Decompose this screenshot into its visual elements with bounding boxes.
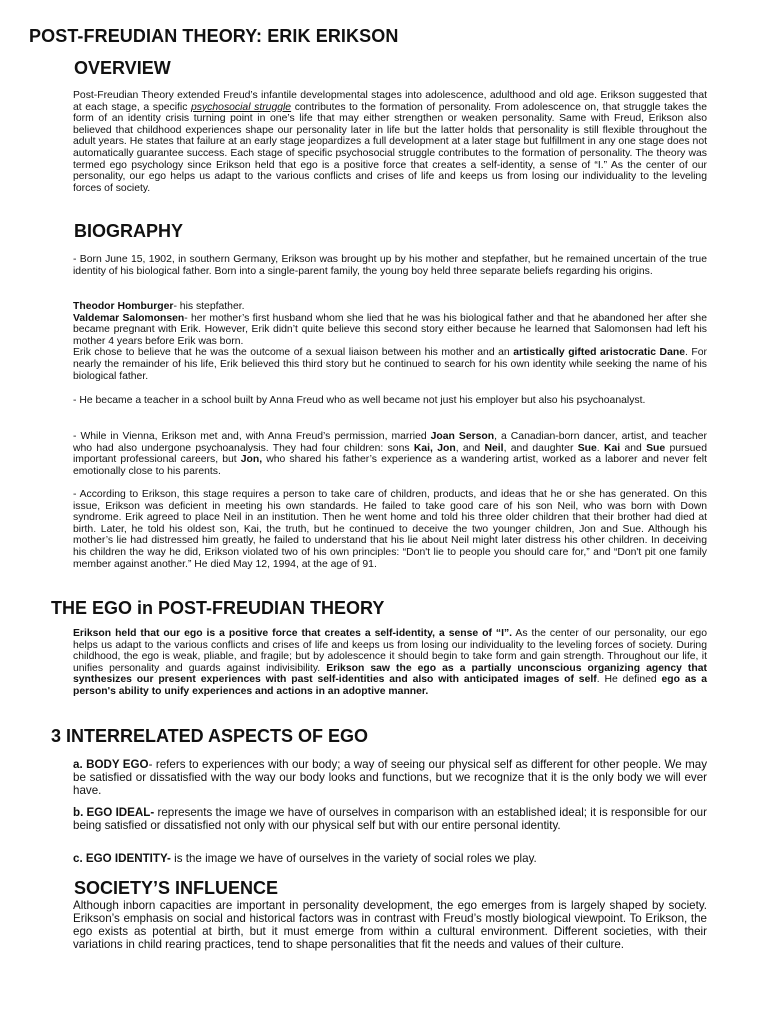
document-title: POST-FREUDIAN THEORY: ERIK ERIKSON (29, 26, 399, 46)
kai-jon: Kai, Jon (413, 442, 456, 454)
marriage-text-8: who shared his father’s experience as a wandering artist, worked as a laborer and never felt emotionally close to his parents. (73, 454, 707, 477)
body-ego-text: - refers to experiences with our body; a way of seeing our physical self as different for other people. We may be satisfied or dissatisfied with the way our body looks and functions, but we recognize that it is the only body we will ever have. (73, 758, 707, 797)
biography-paragraph-3 (73, 395, 707, 407)
jon: Jon, (240, 454, 263, 466)
psychosocial-struggle-link[interactable]: psychosocial struggle (191, 101, 292, 113)
ego-paragraph (73, 628, 707, 698)
third-story-text-2: . For nearly the remainder of his life, Erik believed this third story but he continued to search for his own identity while seeking the name of his biological father. (73, 347, 707, 382)
society-paragraph (73, 899, 707, 951)
first-husband-name: Valdemar Salomonsen (73, 312, 185, 324)
body-ego-label: a. BODY EGO (73, 758, 149, 771)
overview-heading: OVERVIEW (74, 58, 171, 78)
biography-paragraph-2 (73, 301, 707, 382)
ego-identity-label: c. EGO IDENTITY- (73, 852, 171, 865)
marriage-text-3: , and (455, 442, 485, 454)
stepfather-name: Theodor Homburger (73, 301, 174, 312)
ego-ideal-label: b. EGO IDEAL- (73, 806, 155, 819)
ego-bold-1: Erikson held that our ego is a positive force that creates a self-identity, a sense of “I”. (73, 628, 513, 639)
overview-text-1: Post-Freudian Theory extended Freud’s infantile developmental stages into adolescence, adulthood and old age. Erikson suggested that at each stage, a specific (73, 90, 707, 113)
body-ego-paragraph (73, 758, 707, 797)
sue: Sue (577, 442, 597, 454)
joan-serson: Joan Serson (430, 431, 495, 442)
ego-text-1: As the center of our personality, our ego helps us adapt to the various conflicts and crises of life and keeps us from losing our individuality to the leveling forces of society. During childhood, the ego is weak, pliable, and fragile; but by adolescence it should begin to take form and gain strength. Throughout our life, it unifies personality and guards against indivisibility. (73, 628, 707, 674)
first-husband-desc: - her mother’s first husband whom she lied that he was his biological father and that he abandoned her after she became pregnant with Erik. However, Erik didn’t quite believe this second story either because he learned that Salomonsen had left his mother 4 years before Erik was born. (73, 312, 707, 347)
stepfather-desc: - his stepfather. (173, 301, 245, 312)
ego-identity-text: is the image we have of ourselves in the variety of social roles we play. (170, 852, 537, 865)
biography-paragraph-5 (73, 489, 707, 570)
marriage-text-7: pursued important professional careers, but (73, 442, 707, 466)
ego-heading: THE EGO in POST-FREUDIAN THEORY (51, 598, 385, 618)
sue-2: Sue (646, 442, 666, 454)
biography-paragraph-4 (73, 431, 707, 477)
ego-ideal-paragraph (73, 806, 707, 832)
aristocratic-dane: artistically gifted aristocratic Dane (513, 347, 685, 359)
marriage-text-2: , a Canadian-born dancer, artist, and teacher who had also undergone psychoanalysis. They had four children: sons (73, 431, 707, 454)
overview-text-2: contributes to the formation of personality. From adolescence on, that struggle takes the form of an identity crisis turning point in one’s life that may either strengthen or weaken personality. Same with Freud, Erikson also believed that childhood experiences shape our personality later in life but the latter holds that personality is still flexible throughout the adult years. He states that failure at an early stage jeopardizes a full development at a later stage but fulfillment in any one stage does not automatically guarantee success. Each stage of specific psychosocial struggle contributes to the formation of personality. The theory was termed ego psychology since Erikson held that ego is a positive force that creates a self-identity, a sense of “I.” As the center of our personality, our ego helps us adapt to the various conflicts and crises of life and keeps us from losing our individuality to the leveling forces of society. (73, 101, 707, 194)
third-story-text-1: Erik chose to believe that he was the outcome of a sexual liaison between his mother and an (73, 347, 514, 359)
neil: Neil (484, 442, 504, 454)
kai: Kai (603, 442, 621, 454)
ego-text-2: . He defined (596, 674, 662, 686)
society-text: Although inborn capacities are important in personality development, the ego emerges from is largely shaped by society. Erikson’s emphasis on social and historical factors was in contrast with Freud’s mostly biological viewpoint. To Erikson, the ego exists as potential at birth, but it must emerge from within a cultural environment. Different societies, with their variations in child rearing practices, tend to shape personalities that fit the needs and values of their culture. (73, 899, 707, 951)
biography-paragraph-1 (73, 254, 707, 277)
marriage-text-4: , and daughter (503, 442, 578, 454)
marriage-text-1: - While in Vienna, Erikson met and, with Anna Freud’s permission, married (73, 431, 431, 442)
ego-bold-3: ego as a person's ability to unify experiences and actions in an adoptive manner. (73, 674, 707, 697)
marriage-text-6: and (620, 442, 647, 454)
biography-text-5: - According to Erikson, this stage requires a person to take care of children, products, and ideas that he or she has generated. On this issue, Erikson was deficient in meeting his own standards. He failed to take good care of his son Neil, who was born with Down syndrome. Erik agreed to place Neil in an institution. Then he went home and told his three older children that their brother had died at birth. Later, he told his oldest son, Kai, the truth, but he continued to deceive the two younger children, Jon and Sue. Although his mother’s lie had distressed him greatly, he failed to understand that his lie about Neil might later distress his other children. In deceiving his children the way he did, Erikson violated two of his own principles: “Don't lie to people you should care for,” and “Don't pit one family member against another.” He died May 12, 1994, at the age of 91. (73, 489, 707, 570)
society-heading: SOCIETY’S INFLUENCE (74, 878, 279, 898)
ego-bold-2: Erikson saw the ego as a partially unconscious organizing agency that synthesizes our present experiences with past self-identities and also with anticipated images of self (73, 662, 707, 686)
biography-text-3: - He became a teacher in a school built by Anna Freud who as well became not just his employer but also his psychoanalyst. (73, 395, 646, 406)
ego-identity-paragraph (73, 852, 707, 865)
ego-ideal-text: represents the image we have of ourselves in comparison with an established ideal; it is responsible for our being satisfied or dissatisfied not only with our physical self but with our entire personal identity. (73, 806, 707, 832)
biography-heading: BIOGRAPHY (74, 221, 184, 241)
aspects-heading: 3 INTERRELATED ASPECTS OF EGO (51, 726, 369, 746)
overview-paragraph (73, 90, 707, 194)
biography-text-1: - Born June 15, 1902, in southern Germany, Erikson was brought up by his mother and stepfather, but he remained uncertain of the true identity of his biological father. Born into a single-parent family, the young boy held three separate beliefs regarding his origins. (73, 254, 707, 277)
marriage-text-5: . (596, 442, 604, 454)
